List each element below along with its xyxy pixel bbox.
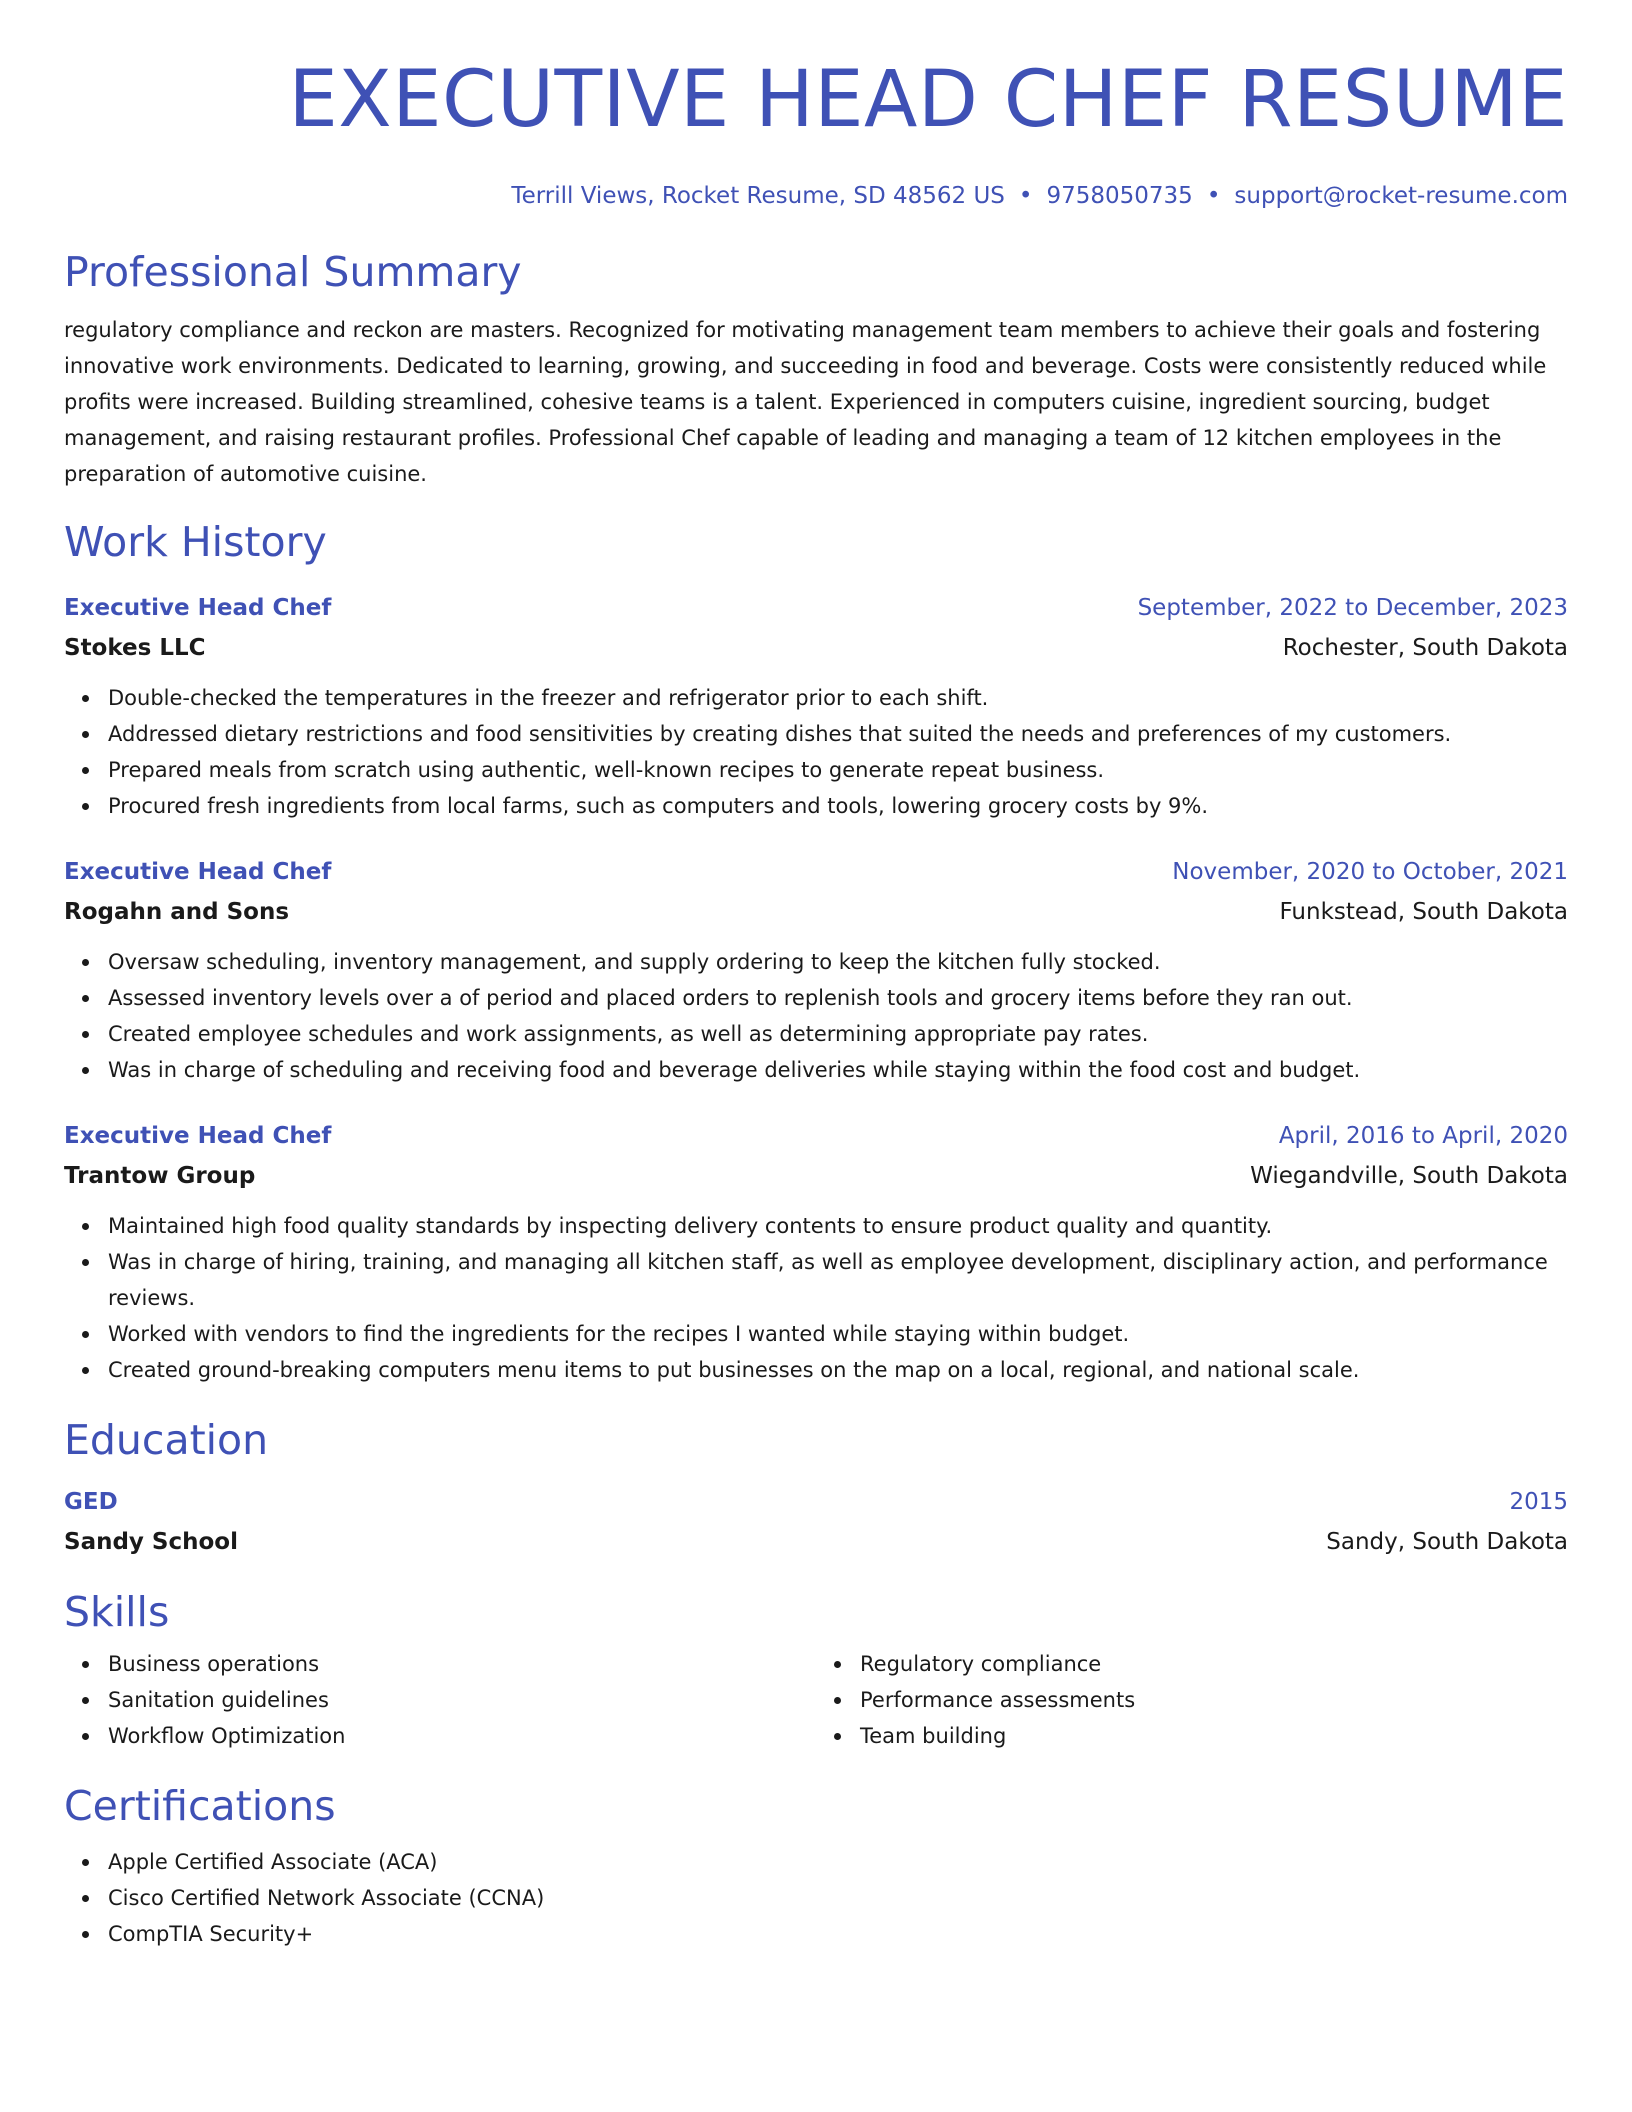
list-item: Oversaw scheduling, inventory management, and supply ordering to keep the kitchen fully stocked. — [108, 944, 1568, 980]
section-heading-education: Education — [64, 1416, 269, 1464]
job-bullet-list — [64, 1208, 1568, 1388]
list-item: Regulatory compliance — [860, 1646, 1568, 1682]
resume-title: EXECUTIVE HEAD CHEF RESUME — [288, 55, 1568, 145]
contact-phone: 9758050735 — [1046, 183, 1193, 209]
education-year: 2015 — [1509, 1489, 1568, 1515]
list-item: Prepared meals from scratch using authentic, well-known recipes to generate repeat business. — [108, 752, 1568, 788]
job-location: Wiegandville, South Dakota — [1250, 1163, 1568, 1189]
list-item: Sanitation guidelines — [108, 1682, 816, 1718]
job-bullet-list — [64, 944, 1568, 1088]
job-title: Executive Head Chef — [64, 859, 332, 885]
job-bullet-list — [64, 680, 1568, 824]
job-header-row — [64, 1116, 1568, 1156]
skills-list-right — [816, 1646, 1568, 1754]
education-location: Sandy, South Dakota — [1326, 1529, 1568, 1555]
summary-text: regulatory compliance and reckon are masters. Recognized for motivating management team members to achieve their goals and fostering innovative work environments. Dedicated to learning, growing, and succeeding in food and beverage. Costs were consistently reduced while profits were increased. Building streamlined, cohesive teams is a talent. Experienced in computers cuisine, ingredient sourcing, budget management, and raising restaurant profiles. Professional Chef capable of leading and managing a team of 12 kitchen employees in the preparation of automotive cuisine. — [64, 318, 1547, 486]
contact-separator: • — [1018, 183, 1033, 209]
job-location: Rochester, South Dakota — [1282, 635, 1568, 661]
section-heading-summary: Professional Summary — [64, 248, 522, 296]
list-item: Performance assessments — [860, 1682, 1568, 1718]
job-location: Funkstead, South Dakota — [1279, 899, 1568, 925]
list-item: Worked with vendors to find the ingredients for the recipes I wanted while staying within budget. — [108, 1316, 1568, 1352]
job-title: Executive Head Chef — [64, 1123, 332, 1149]
list-item: Procured fresh ingredients from local farms, such as computers and tools, lowering grocery costs by 9%. — [108, 788, 1568, 824]
list-item: Assessed inventory levels over a of period and placed orders to replenish tools and grocery items before they ran out. — [108, 980, 1568, 1016]
job-company: Stokes LLC — [64, 635, 206, 661]
job-company-row — [64, 1156, 1568, 1196]
job-company-row — [64, 892, 1568, 932]
list-item: Was in charge of scheduling and receiving food and beverage deliveries while staying within the food cost and budget. — [108, 1052, 1568, 1088]
section-heading-work-history: Work History — [64, 518, 327, 566]
list-item: Business operations — [108, 1646, 816, 1682]
contact-line — [64, 180, 1568, 212]
skills-list-left — [64, 1646, 816, 1754]
certifications-list — [64, 1844, 1568, 1952]
list-item: Apple Certified Associate (ACA) — [108, 1844, 1568, 1880]
list-item: CompTIA Security+ — [108, 1916, 1568, 1952]
list-item: Team building — [860, 1718, 1568, 1754]
list-item: Double-checked the temperatures in the freezer and refrigerator prior to each shift. — [108, 680, 1568, 716]
education-header-row — [64, 1482, 1568, 1522]
job-dates: September, 2022 to December, 2023 — [1137, 595, 1568, 621]
contact-email: support@rocket-resume.com — [1234, 183, 1568, 209]
list-item: Workflow Optimization — [108, 1718, 816, 1754]
skills-grid — [64, 1646, 1568, 1754]
list-item: Cisco Certified Network Associate (CCNA) — [108, 1880, 1568, 1916]
education-school-row — [64, 1522, 1568, 1562]
education-entry — [64, 1482, 1568, 1562]
job-company: Rogahn and Sons — [64, 899, 290, 925]
list-item: Created employee schedules and work assignments, as well as determining appropriate pay rates. — [108, 1016, 1568, 1052]
section-heading-certifications: Certifications — [64, 1782, 336, 1830]
job-entry — [64, 1116, 1568, 1388]
job-dates: November, 2020 to October, 2021 — [1172, 859, 1568, 885]
job-entry — [64, 588, 1568, 824]
job-title: Executive Head Chef — [64, 595, 332, 621]
list-item: Addressed dietary restrictions and food sensitivities by creating dishes that suited the needs and preferences of my customers. — [108, 716, 1568, 752]
list-item: Was in charge of hiring, training, and managing all kitchen staff, as well as employee development, disciplinary action, and performance reviews. — [108, 1244, 1568, 1316]
job-dates: April, 2016 to April, 2020 — [1278, 1123, 1568, 1149]
job-header-row — [64, 852, 1568, 892]
contact-separator: • — [1206, 183, 1221, 209]
list-item: Created ground-breaking computers menu items to put businesses on the map on a local, regional, and national scale. — [108, 1352, 1568, 1388]
section-heading-skills: Skills — [64, 1588, 170, 1636]
job-entry — [64, 852, 1568, 1088]
job-header-row — [64, 588, 1568, 628]
list-item: Maintained high food quality standards by inspecting delivery contents to ensure product quality and quantity. — [108, 1208, 1568, 1244]
job-company-row — [64, 628, 1568, 668]
education-school: Sandy School — [64, 1529, 238, 1555]
contact-address: Terrill Views, Rocket Resume, SD 48562 US — [511, 183, 1005, 209]
education-degree: GED — [64, 1489, 118, 1515]
job-company: Trantow Group — [64, 1163, 256, 1189]
